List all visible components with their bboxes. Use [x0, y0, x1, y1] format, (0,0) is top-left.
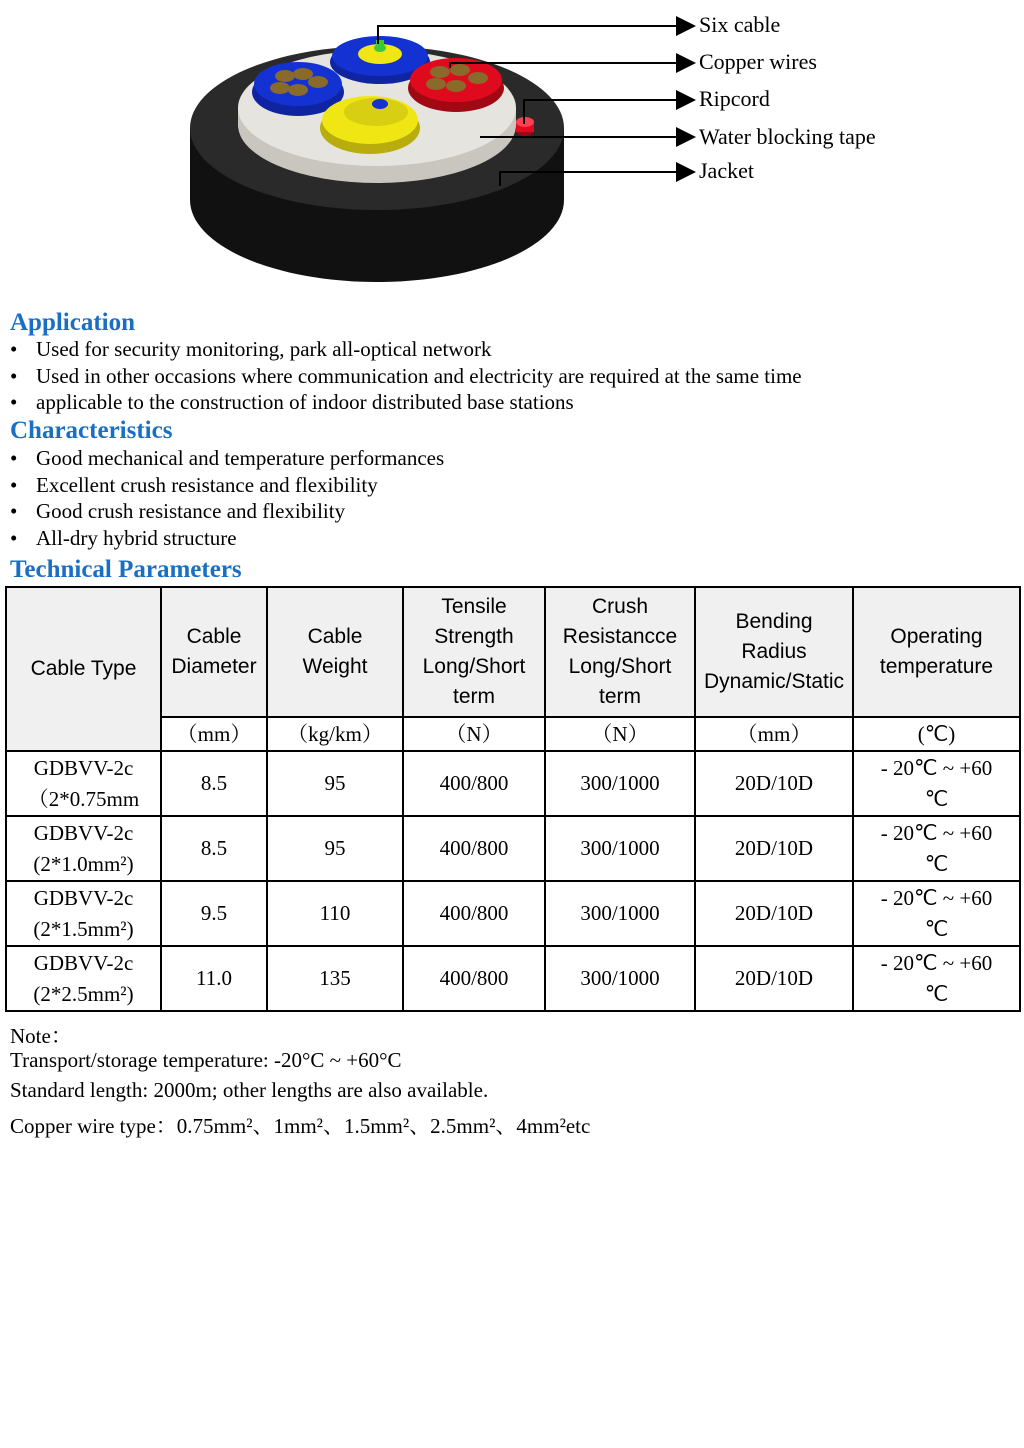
cell-crush: 300/1000: [545, 881, 695, 946]
callout-water-blocking-tape: Water blocking tape: [699, 124, 876, 149]
header-line: Crush: [591, 595, 649, 618]
cell-line: - 20℃ ~ +60: [880, 950, 993, 975]
cell-crush: 300/1000: [545, 751, 695, 816]
cell-temperature: [853, 881, 1020, 946]
cell-diameter: 9.5: [161, 881, 267, 946]
header-line: Dynamic/Static: [703, 670, 845, 693]
cell-weight: 110: [267, 881, 403, 946]
cell-line: GDBVV-2c: [33, 755, 134, 780]
cell-bending: 20D/10D: [695, 816, 853, 881]
cell-temperature: [853, 751, 1020, 816]
cell-weight: 95: [267, 816, 403, 881]
cell-cable-type: [6, 751, 161, 816]
characteristics-list: [10, 445, 444, 551]
header-line: term: [453, 685, 495, 708]
cell-temperature: [853, 816, 1020, 881]
cell-diameter: 8.5: [161, 816, 267, 881]
header-line: Bending: [735, 610, 813, 633]
cell-line: GDBVV-2c: [33, 950, 134, 975]
list-item: • Good mechanical and temperature performances: [10, 445, 444, 472]
cell-bending: 20D/10D: [695, 751, 853, 816]
cell-line: - 20℃ ~ +60: [880, 885, 993, 910]
unit-temperature: (℃): [853, 717, 1020, 751]
note-copper-wire-type: Copper wire type：0.75mm²、1mm²、1.5mm²、2.5mm²、4mm²etc: [10, 1114, 591, 1138]
header-operating-temperature: [853, 587, 1020, 717]
cell-diameter: 11.0: [161, 946, 267, 1011]
cell-line: (2*2.5mm²): [33, 981, 134, 1006]
list-item: • All-dry hybrid structure: [10, 525, 444, 552]
cell-cable-type: [6, 946, 161, 1011]
cell-tensile: 400/800: [403, 881, 545, 946]
cell-tensile: 400/800: [403, 946, 545, 1011]
list-item: • applicable to the construction of indoor distributed base stations: [10, 389, 802, 416]
cell-crush: 300/1000: [545, 946, 695, 1011]
header-line: Operating: [890, 625, 983, 648]
cell-line: ℃: [924, 916, 949, 941]
characteristics-heading: Characteristics: [10, 417, 173, 444]
header-tensile-strength: [403, 587, 545, 717]
red-tube-right: [408, 58, 504, 112]
header-cable-weight: [267, 587, 403, 717]
cell-line: ℃: [924, 851, 949, 876]
list-item: • Good crush resistance and flexibility: [10, 498, 444, 525]
technical-parameters-table: [5, 586, 1021, 1012]
unit-diameter: （mm）: [161, 717, 267, 751]
cell-line: (2*1.5mm²): [33, 916, 134, 941]
header-bending-radius: [695, 587, 853, 717]
list-item: • Used in other occasions where communication and electricity are required at the same time: [10, 363, 802, 390]
header-line: Long/Short: [422, 655, 526, 678]
note-heading: Note：: [10, 1024, 72, 1048]
cell-tensile: 400/800: [403, 751, 545, 816]
technical-parameters-heading: Technical Parameters: [10, 556, 242, 583]
header-line: Long/Short: [568, 655, 672, 678]
cell-line: - 20℃ ~ +60: [880, 755, 993, 780]
cell-crush: 300/1000: [545, 816, 695, 881]
callout-jacket: Jacket: [699, 158, 754, 183]
cell-cable-type: [6, 816, 161, 881]
header-line: Weight: [302, 655, 368, 678]
header-line: term: [599, 685, 641, 708]
header-line: temperature: [879, 655, 994, 678]
unit-bending: （mm）: [695, 717, 853, 751]
unit-tensile: （N）: [403, 717, 545, 751]
cell-weight: 95: [267, 751, 403, 816]
header-line: Tensile: [441, 595, 507, 618]
cable-cross-section-diagram: [0, 0, 1024, 300]
cell-tensile: 400/800: [403, 816, 545, 881]
application-list: [10, 336, 802, 416]
cell-bending: 20D/10D: [695, 946, 853, 1011]
header-line: Resistancce: [562, 625, 678, 648]
note-transport-temperature: Transport/storage temperature: -20°C ~ +60°C: [10, 1048, 402, 1072]
header-cable-type: Cable Type: [6, 587, 161, 751]
cell-line: ℃: [924, 981, 949, 1006]
header-cable-diameter: [161, 587, 267, 717]
callout-ripcord: Ripcord: [699, 86, 770, 111]
callout-six-cable: Six cable: [699, 12, 781, 37]
header-line: Cable: [186, 625, 242, 648]
cell-line: - 20℃ ~ +60: [880, 820, 993, 845]
table-row: [6, 816, 1020, 881]
table-row: [6, 881, 1020, 946]
cell-bending: 20D/10D: [695, 881, 853, 946]
yellow-tube-front: [320, 96, 420, 154]
cell-diameter: 8.5: [161, 751, 267, 816]
header-line: Radius: [741, 640, 807, 663]
cell-line: (2*1.0mm²): [33, 851, 134, 876]
cell-line: GDBVV-2c: [33, 885, 134, 910]
header-crush-resistance: [545, 587, 695, 717]
cell-temperature: [853, 946, 1020, 1011]
header-line: Strength: [434, 625, 514, 648]
unit-weight: （kg/km）: [267, 717, 403, 751]
application-heading: Application: [10, 309, 136, 336]
cell-cable-type: [6, 881, 161, 946]
note-standard-length: Standard length: 2000m; other lengths are also available.: [10, 1078, 489, 1102]
header-line: Cable: [307, 625, 363, 648]
table-row: [6, 946, 1020, 1011]
cell-line: ℃: [924, 786, 949, 811]
cell-weight: 135: [267, 946, 403, 1011]
list-item: • Excellent crush resistance and flexibility: [10, 472, 444, 499]
callout-copper-wires: Copper wires: [699, 49, 817, 74]
list-item: • Used for security monitoring, park all-optical network: [10, 336, 802, 363]
table-row: [6, 751, 1020, 816]
header-line: Diameter: [171, 655, 257, 678]
unit-crush: （N）: [545, 717, 695, 751]
cell-line: （2*0.75mm: [27, 786, 140, 811]
cell-line: GDBVV-2c: [33, 820, 134, 845]
